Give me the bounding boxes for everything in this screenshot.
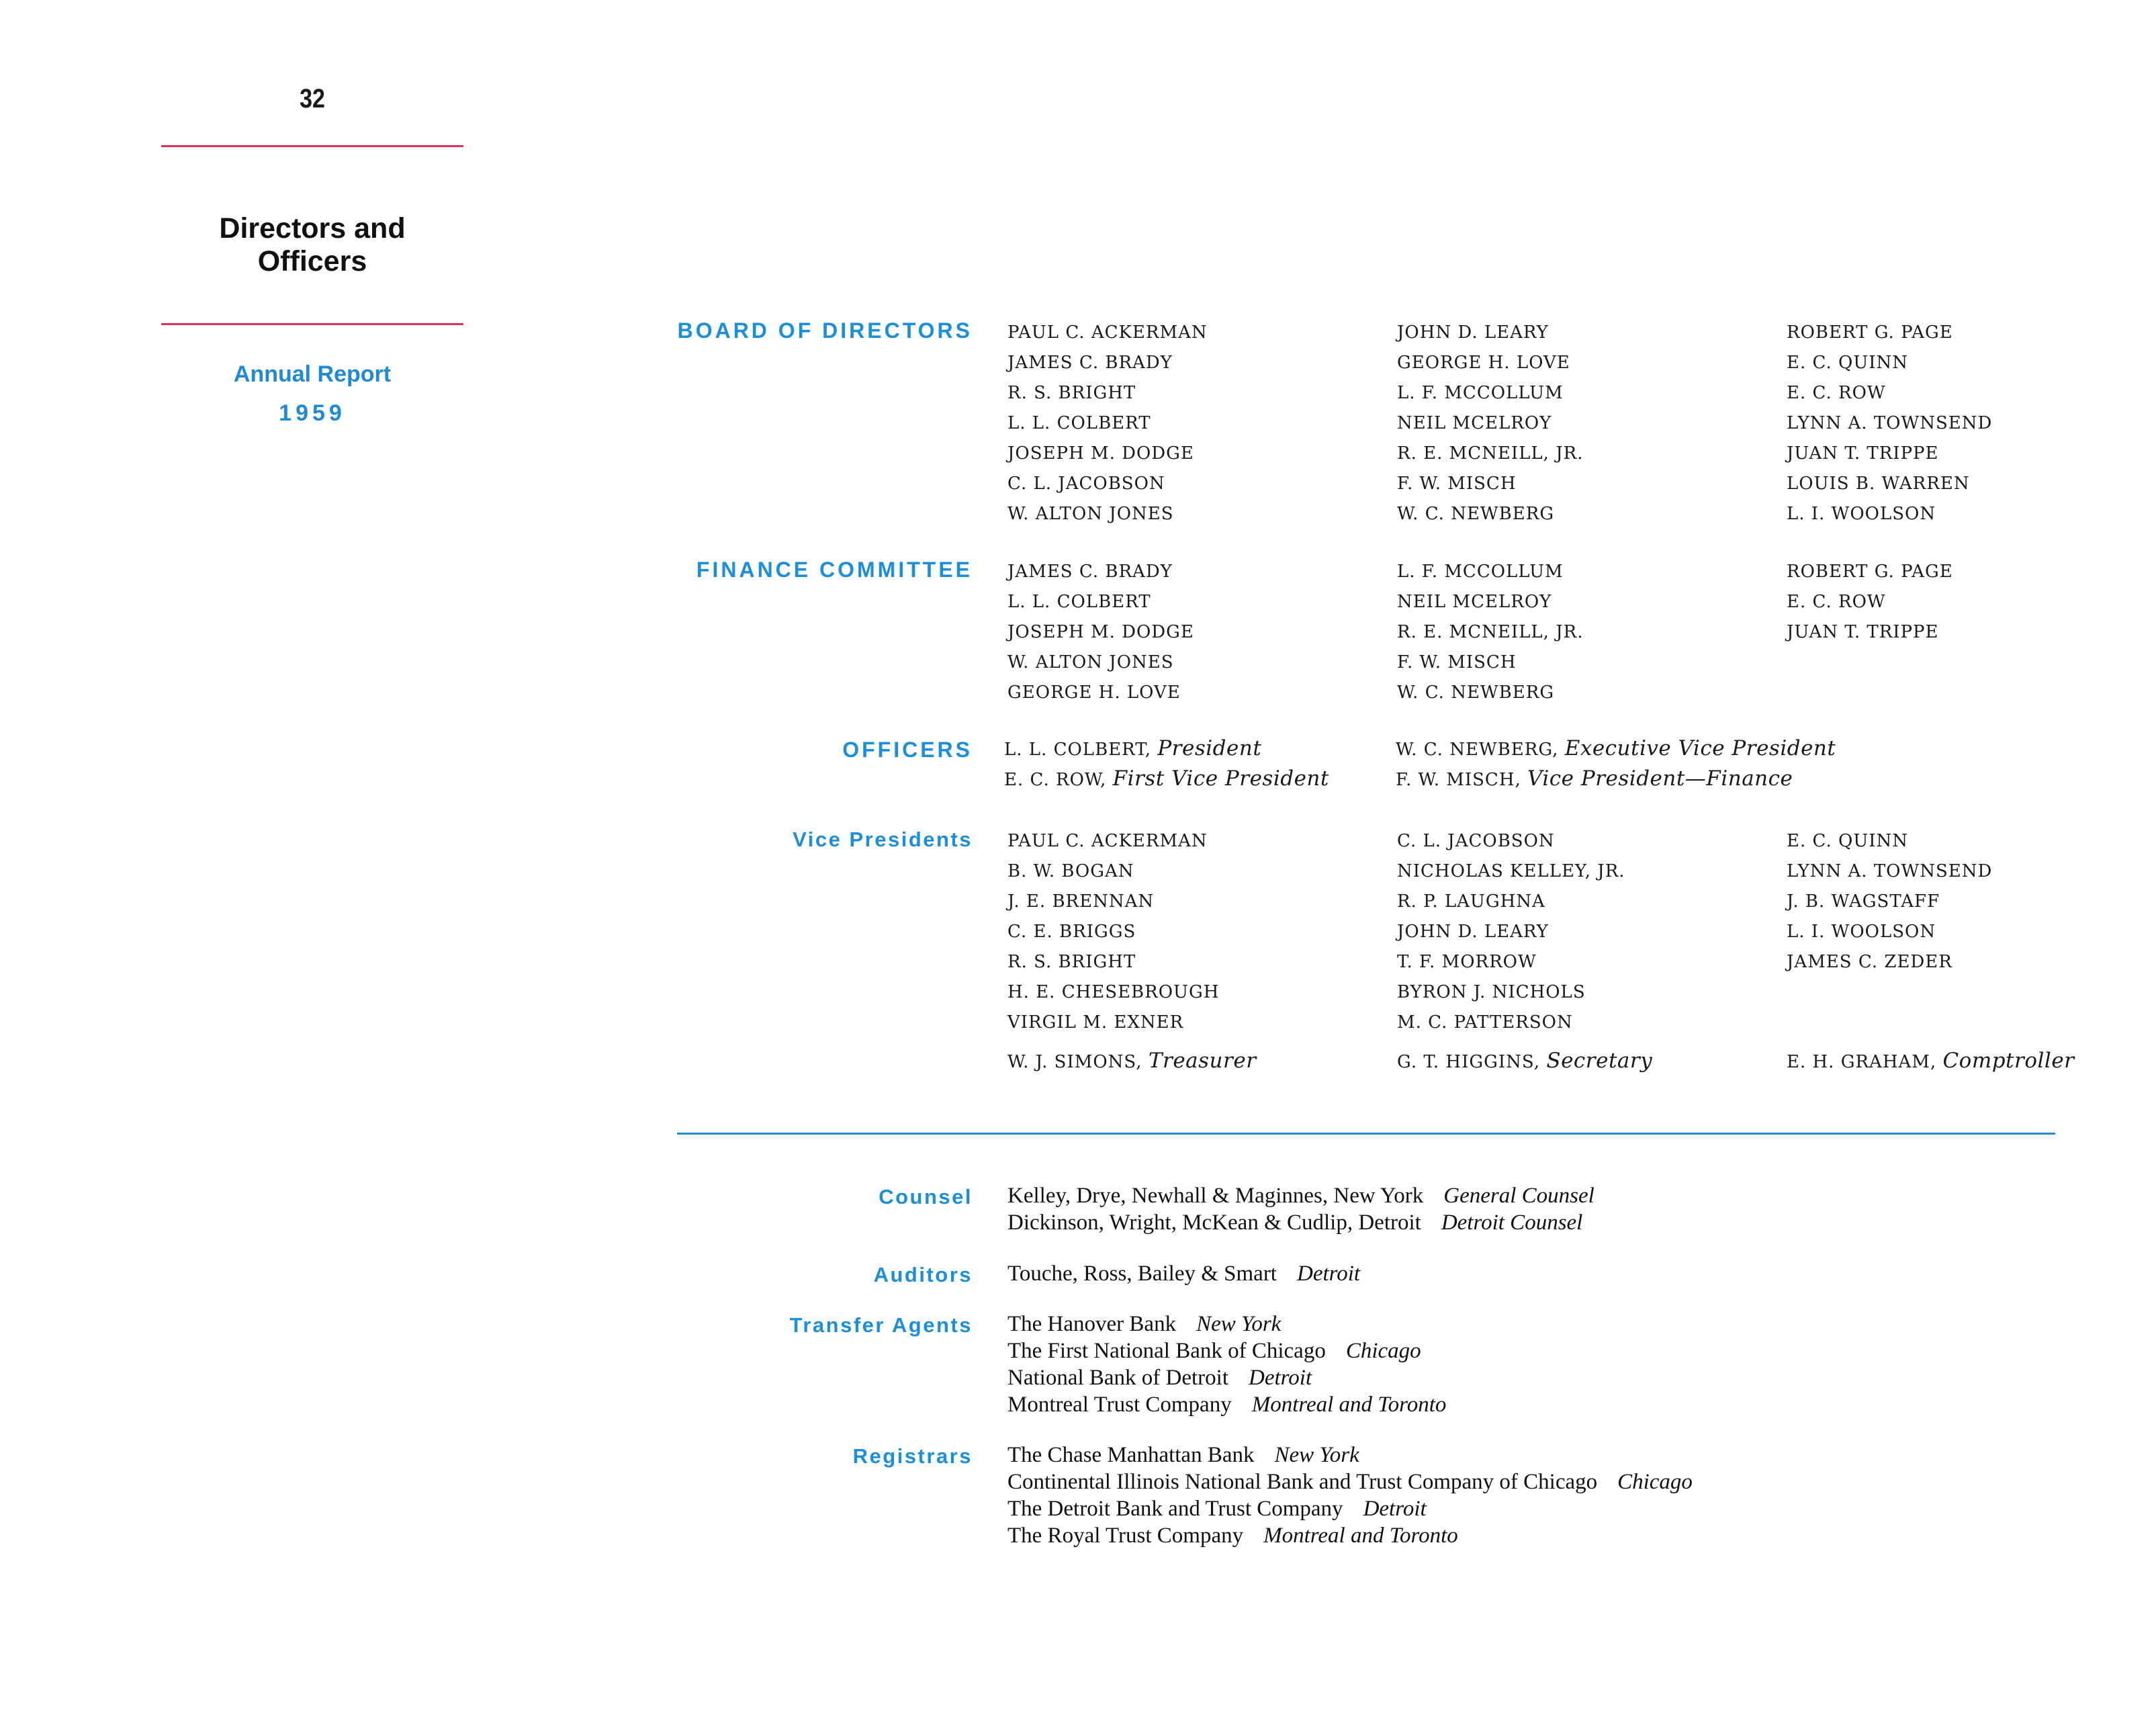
list-item: L. L. COLBERT <box>1007 413 1151 433</box>
firm-location: Chicago <box>1617 1470 1693 1494</box>
counsel-line <box>1007 1182 1594 1209</box>
list-item: W. ALTON JONES <box>1007 504 1174 524</box>
board-col-2 <box>1397 318 1583 529</box>
firm-name: Dickinson, Wright, McKean & Cudlip, Detroit <box>1007 1211 1421 1235</box>
list-item: VIRGIL M. EXNER <box>1007 1012 1184 1033</box>
list-item: C. L. JACOBSON <box>1397 831 1555 851</box>
list-item: C. E. BRIGGS <box>1007 922 1136 942</box>
firm-name: The Royal Trust Company <box>1007 1524 1244 1548</box>
list-item: J. E. BRENNAN <box>1007 891 1155 912</box>
officer-vp-finance <box>1396 766 1793 791</box>
list-item: R. E. MCNEILL, JR. <box>1397 443 1584 464</box>
firm-name: Touche, Ross, Bailey & Smart <box>1007 1262 1277 1286</box>
list-item: NICHOLAS KELLEY, JR. <box>1397 861 1625 881</box>
firm-role: General Counsel <box>1443 1184 1594 1208</box>
officer-president <box>1004 736 1261 760</box>
vp-col-1 <box>1007 826 1219 1038</box>
list-item: L. F. MCCOLLUM <box>1397 383 1564 403</box>
firm-location: Chicago <box>1345 1339 1421 1363</box>
officer-name: W. J. SIMONS, <box>1007 1052 1142 1072</box>
firm-name: The Hanover Bank <box>1007 1312 1177 1336</box>
firm-location: Detroit <box>1249 1366 1312 1390</box>
list-item: LYNN A. TOWNSEND <box>1787 861 1993 881</box>
list-item: C. L. JACOBSON <box>1007 474 1165 494</box>
divider-bottom <box>161 323 463 325</box>
registrar-line <box>1007 1522 1458 1549</box>
list-item: L. I. WOOLSON <box>1787 504 1936 524</box>
list-item: E. C. ROW <box>1787 383 1886 403</box>
list-item: R. E. MCNEILL, JR. <box>1397 622 1584 642</box>
firm-role: Detroit Counsel <box>1441 1211 1583 1235</box>
list-item: R. P. LAUGHNA <box>1397 891 1545 912</box>
vice-presidents-label: Vice Presidents <box>793 828 973 851</box>
firm-location: Montreal and Toronto <box>1251 1393 1447 1417</box>
finance-col-1 <box>1007 557 1194 708</box>
list-item: LOUIS B. WARREN <box>1787 474 1970 494</box>
board-label: BOARD OF DIRECTORS <box>677 318 973 343</box>
firm-name: Continental Illinois National Bank and Trust Company of Chicago <box>1007 1470 1598 1494</box>
list-item: L. F. MCCOLLUM <box>1397 562 1564 582</box>
board-col-3 <box>1787 318 1992 529</box>
list-item: W. ALTON JONES <box>1007 652 1174 672</box>
transfer-agent-line <box>1007 1391 1446 1418</box>
registrars-label: Registrars <box>852 1444 973 1468</box>
list-item: E. C. QUINN <box>1787 831 1909 851</box>
subtitle-annual-report: Annual Report <box>233 361 392 387</box>
firm-name: The Detroit Bank and Trust Company <box>1007 1497 1343 1521</box>
vp-col-2 <box>1397 826 1625 1038</box>
firm-location: Montreal and Toronto <box>1263 1524 1458 1548</box>
board-col-1 <box>1007 318 1208 529</box>
counsel-line <box>1007 1209 1582 1236</box>
list-item: JOSEPH M. DODGE <box>1007 622 1194 642</box>
officer-treasurer <box>1007 1049 1257 1073</box>
list-item: E. C. QUINN <box>1787 353 1909 373</box>
officer-title: President <box>1157 736 1262 760</box>
transfer-agent-line <box>1007 1311 1281 1337</box>
officer-title: First Vice President <box>1112 766 1329 791</box>
officer-name: W. C. NEWBERG, <box>1396 740 1559 760</box>
list-item: JOHN D. LEARY <box>1397 322 1549 343</box>
finance-col-2 <box>1397 557 1583 708</box>
finance-label: FINANCE COMMITTEE <box>696 558 973 582</box>
officer-first-vp <box>1004 766 1329 791</box>
list-item: BYRON J. NICHOLS <box>1397 982 1586 1002</box>
list-item: E. C. ROW <box>1787 592 1886 612</box>
list-item: F. W. MISCH <box>1397 474 1517 494</box>
officer-name: F. W. MISCH, <box>1396 770 1521 790</box>
list-item: NEIL MCELROY <box>1397 413 1552 433</box>
list-item: JAMES C. BRADY <box>1007 562 1173 582</box>
officer-name: G. T. HIGGINS, <box>1397 1052 1541 1072</box>
firm-location: Detroit <box>1363 1497 1427 1521</box>
officer-executive-vp <box>1396 736 1836 760</box>
list-item: R. S. BRIGHT <box>1007 952 1136 972</box>
officer-name: E. H. GRAHAM, <box>1787 1052 1937 1072</box>
firm-name: Montreal Trust Company <box>1007 1393 1232 1417</box>
officer-title: Treasurer <box>1148 1049 1257 1073</box>
list-item: F. W. MISCH <box>1397 652 1517 672</box>
officer-title: Comptroller <box>1942 1049 2075 1073</box>
page-title: Directors and Officers <box>219 212 406 277</box>
list-item: JOHN D. LEARY <box>1397 922 1549 942</box>
firm-name: The Chase Manhattan Bank <box>1007 1443 1255 1467</box>
list-item: JUAN T. TRIPPE <box>1787 443 1939 464</box>
list-item: W. C. NEWBERG <box>1397 683 1555 703</box>
list-item: B. W. BOGAN <box>1007 861 1134 881</box>
vp-col-3 <box>1787 826 1992 977</box>
firm-location: Detroit <box>1296 1262 1361 1286</box>
firm-location: New York <box>1274 1443 1359 1467</box>
list-item: PAUL C. ACKERMAN <box>1007 831 1208 851</box>
divider-top <box>161 145 463 147</box>
firm-location: New York <box>1196 1312 1282 1336</box>
list-item: J. B. WAGSTAFF <box>1787 891 1940 912</box>
registrar-line <box>1007 1442 1359 1468</box>
firm-name: The First National Bank of Chicago <box>1007 1339 1326 1363</box>
finance-col-3 <box>1787 557 1953 648</box>
list-item: JAMES C. BRADY <box>1007 353 1173 373</box>
officer-title: Vice President—Finance <box>1527 766 1793 791</box>
transfer-agent-line <box>1007 1364 1312 1391</box>
officer-title: Executive Vice President <box>1564 736 1836 760</box>
firm-name: Kelley, Drye, Newhall & Maginnes, New York <box>1007 1184 1424 1208</box>
auditors-label: Auditors <box>873 1263 973 1286</box>
list-item: PAUL C. ACKERMAN <box>1007 322 1208 343</box>
list-item: M. C. PATTERSON <box>1397 1012 1573 1033</box>
registrar-line <box>1007 1495 1427 1522</box>
list-item: L. L. COLBERT <box>1007 592 1151 612</box>
list-item: JAMES C. ZEDER <box>1787 952 1952 972</box>
list-item: JUAN T. TRIPPE <box>1787 622 1939 642</box>
counsel-label: Counsel <box>879 1185 973 1209</box>
list-item: GEORGE H. LOVE <box>1007 683 1181 703</box>
list-item: H. E. CHESEBROUGH <box>1007 982 1220 1002</box>
officer-secretary <box>1397 1049 1652 1073</box>
list-item: JOSEPH M. DODGE <box>1007 443 1194 464</box>
list-item: R. S. BRIGHT <box>1007 383 1136 403</box>
list-item: ROBERT G. PAGE <box>1787 322 1953 343</box>
auditor-line <box>1007 1260 1360 1287</box>
page-number: 32 <box>300 84 325 114</box>
list-item: W. C. NEWBERG <box>1397 504 1555 524</box>
transfer-agents-label: Transfer Agents <box>789 1313 973 1337</box>
officer-title: Secretary <box>1546 1049 1653 1073</box>
list-item: NEIL MCELROY <box>1397 592 1552 612</box>
officer-name: L. L. COLBERT, <box>1004 740 1152 760</box>
subtitle-year: 1959 <box>279 400 346 426</box>
transfer-agent-line <box>1007 1337 1421 1364</box>
officer-name: E. C. ROW, <box>1004 770 1107 790</box>
section-divider <box>677 1133 2055 1135</box>
list-item: T. F. MORROW <box>1397 952 1537 972</box>
list-item: GEORGE H. LOVE <box>1397 353 1570 373</box>
firm-name: National Bank of Detroit <box>1007 1366 1229 1390</box>
list-item: ROBERT G. PAGE <box>1787 562 1953 582</box>
registrar-line <box>1007 1468 1693 1495</box>
list-item: LYNN A. TOWNSEND <box>1787 413 1993 433</box>
officers-label: OFFICERS <box>842 738 973 762</box>
officer-comptroller <box>1787 1049 2075 1073</box>
list-item: L. I. WOOLSON <box>1787 922 1936 942</box>
